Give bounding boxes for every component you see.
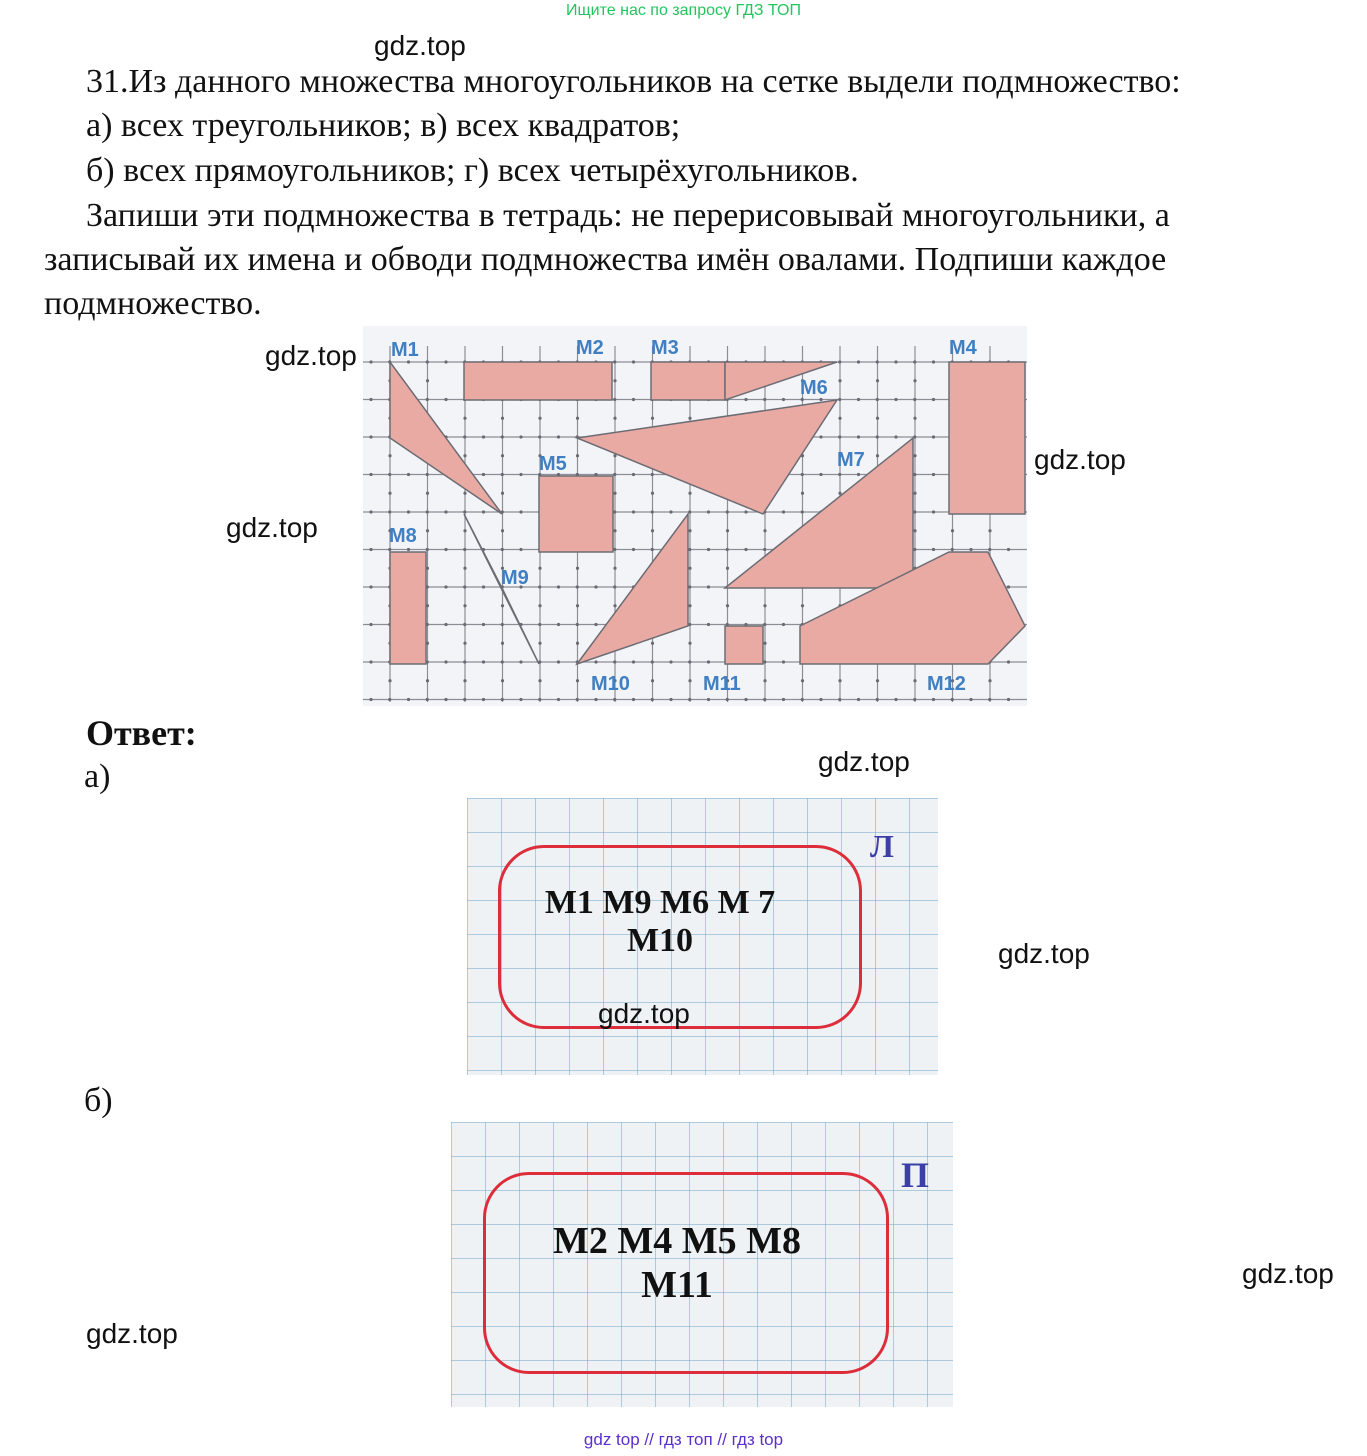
task-line-3: б) всех прямоугольников; г) всех четырёхугольников.	[86, 152, 859, 189]
answer-title: Ответ:	[86, 713, 197, 753]
task-line-5: записывай их имена и обводи подмножества имён овалами. Подпиши каждое	[44, 241, 1167, 278]
polygons-grid-figure	[363, 326, 1027, 706]
label-m7: M7	[837, 449, 865, 471]
polygon-m3	[651, 362, 725, 400]
watermark: gdz.top	[1034, 444, 1126, 475]
set-letter-a: Л	[870, 828, 894, 864]
watermark: gdz.top	[598, 998, 690, 1029]
label-m2: M2	[576, 337, 604, 359]
label-m11: M11	[703, 673, 741, 695]
task-line-2: а) всех треугольников; в) всех квадратов;	[86, 107, 681, 144]
watermark: gdz.top	[998, 938, 1090, 969]
label-m8: M8	[389, 525, 417, 547]
notebook-answer-a	[467, 798, 938, 1075]
label-m9: M9	[501, 567, 529, 589]
task-line-1: 31.Из данного множества многоугольников на сетке выдели подмножество:	[86, 63, 1181, 100]
label-m10: M10	[591, 673, 630, 695]
answer-b-label: б)	[84, 1082, 113, 1119]
notebook-answer-b	[451, 1122, 953, 1407]
polygon-m11	[725, 626, 763, 664]
watermark: gdz.top	[818, 746, 910, 777]
label-m12: M12	[927, 673, 966, 695]
polygon-m4	[949, 362, 1025, 514]
polygon-m5	[539, 476, 613, 552]
task-line-6: подмножество.	[44, 285, 262, 322]
watermark: gdz.top	[86, 1318, 178, 1349]
footer-links[interactable]: gdz top // гдз топ // гдз top	[583, 1430, 784, 1449]
set-letter-b: П	[901, 1155, 930, 1195]
polygon-m8	[390, 552, 426, 664]
watermark: gdz.top	[374, 30, 466, 61]
watermark: gdz.top	[265, 340, 357, 371]
answer-a-label: а)	[84, 758, 111, 795]
label-m6: M6	[800, 377, 828, 399]
watermark: gdz.top	[226, 512, 318, 543]
set-a-line-1: M1 M9 M6 M 7	[544, 884, 776, 921]
polygon-m2	[464, 362, 612, 400]
label-m5: M5	[539, 453, 567, 475]
set-b-line-1: M2 M4 M5 M8	[553, 1220, 801, 1262]
set-b-line-2: M11	[641, 1264, 713, 1306]
label-m4: M4	[949, 337, 977, 359]
task-line-4: Запиши эти подмножества в тетрадь: не перерисовывай многоугольники, а	[86, 197, 1170, 234]
watermark: gdz.top	[1242, 1258, 1334, 1289]
label-m1: M1	[391, 339, 419, 361]
label-m3: M3	[651, 337, 679, 359]
top-banner[interactable]: Ищите нас по запросу ГДЗ ТОП	[566, 2, 801, 19]
set-a-line-2: M10	[626, 922, 694, 959]
